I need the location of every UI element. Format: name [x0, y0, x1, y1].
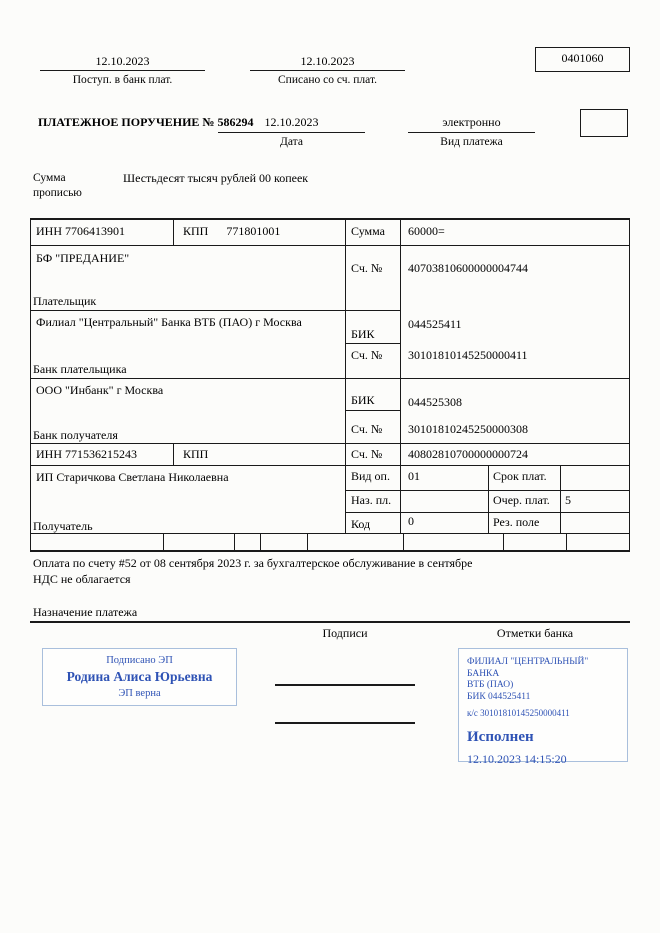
- e-signature-stamp: [42, 648, 237, 706]
- payer-bank-section-label: Банк плательщика: [33, 362, 127, 376]
- grid-hline: [345, 343, 400, 344]
- payee-inn: [36, 447, 137, 461]
- payee-inn-label: ИНН: [36, 447, 62, 461]
- bank-stamp-corr: к/с 30101810145250000411: [467, 708, 570, 718]
- payer-bank-corr-value: 30101810145250000411: [408, 348, 528, 362]
- e-signature-top: Подписано ЭП: [106, 655, 173, 666]
- grid-vline: [403, 533, 404, 550]
- payer-kpp-value: 771801001: [226, 224, 281, 238]
- bank-stamp-status: Исполнен: [467, 728, 534, 745]
- payee-bank-corr-value: 30101810245250000308: [408, 422, 528, 436]
- bank-stamp-bik: БИК 044525411: [467, 691, 531, 702]
- kod-value: 0: [408, 514, 414, 528]
- received-date-label: Поступ. в банк плат.: [72, 74, 173, 86]
- grid-hline: [275, 722, 415, 724]
- vid-op-label: Вид оп.: [351, 469, 390, 483]
- grid-hline: [30, 245, 630, 246]
- debited-date-label: Списано со сч. плат.: [278, 74, 377, 86]
- payee-bank-corr-label: Сч. №: [351, 422, 383, 436]
- purpose-line2: НДС не облагается: [33, 572, 131, 586]
- payee-bank-bik-value: 044525308: [408, 395, 462, 409]
- payee-bank-section-label: Банк получателя: [33, 428, 118, 442]
- vid-op-value: 01: [408, 469, 420, 483]
- bank-stamp-name-line2: ВТБ (ПАО): [467, 680, 514, 690]
- payer-account-label: Сч. №: [351, 261, 383, 275]
- grid-vline: [400, 218, 401, 533]
- rez-pole-label: Рез. поле: [493, 515, 540, 529]
- payer-kpp-label: КПП: [183, 224, 209, 238]
- purpose-section-label: Назначение платежа: [33, 605, 138, 619]
- payer-bank-bik-value: 044525411: [408, 317, 462, 331]
- payer-bank-bik-label: БИК: [351, 327, 375, 341]
- grid-vline: [173, 443, 174, 465]
- amount-in-words-label: Сумма прописью: [33, 172, 82, 199]
- payee-kpp: [183, 447, 226, 461]
- bank-stamp-name-line1: ФИЛИАЛ "ЦЕНТРАЛЬНЫЙ" БАНКА: [467, 657, 589, 679]
- payment-kind-label: Вид платежа: [440, 136, 503, 148]
- kod-label: Код: [351, 517, 371, 531]
- document-title: ПЛАТЕЖНОЕ ПОРУЧЕНИЕ № 586294: [38, 115, 254, 129]
- purpose-line1: Оплата по счету #52 от 08 сентября 2023 г. за бухгалтерское обслуживание в сентябре: [33, 556, 473, 570]
- srok-plat-label: Срок плат.: [493, 469, 547, 483]
- grid-vline: [234, 533, 235, 550]
- ocher-plat-value: 5: [565, 493, 571, 507]
- grid-hline: [40, 70, 205, 71]
- debited-date: 12.10.2023: [300, 54, 355, 68]
- payer-section-label: Плательщик: [33, 294, 97, 308]
- bank-stamp: [458, 648, 628, 766]
- grid-vline: [173, 218, 174, 245]
- grid-hline: [30, 465, 630, 466]
- form-code: 0401060: [561, 51, 604, 65]
- payee-bank-bik-label: БИК: [351, 393, 375, 407]
- grid-hline: [408, 132, 535, 133]
- grid-vline: [307, 533, 308, 550]
- payee-kpp-label: КПП: [183, 447, 209, 461]
- grid-hline: [30, 621, 630, 623]
- grid-hline: [30, 533, 630, 534]
- grid-hline: [30, 218, 630, 220]
- payee-bank-name: ООО "Инбанк" г Москва: [36, 383, 164, 397]
- grid-vline: [488, 465, 489, 533]
- grid-vline: [503, 533, 504, 550]
- document-date-label: Дата: [280, 136, 303, 148]
- bank-stamp-datetime: 12.10.2023 14:15:20: [467, 751, 567, 766]
- grid-vline: [629, 218, 630, 550]
- payer-inn-label: ИНН: [36, 224, 62, 238]
- payee-account-label: Сч. №: [351, 447, 383, 461]
- payer-bank-name: Филиал "Центральный" Банка ВТБ (ПАО) г Москва: [36, 315, 302, 329]
- payer-account-value: 40703810600000004744: [408, 261, 528, 275]
- grid-hline: [345, 410, 400, 411]
- payer-inn: [36, 224, 125, 238]
- payment-kind: электронно: [442, 115, 501, 129]
- e-signature-name: Родина Алиса Юрьевна: [66, 669, 213, 684]
- grid-hline: [30, 550, 630, 552]
- sum-value: 60000=: [408, 224, 445, 238]
- amount-in-words-value: Шестьдесят тысяч рублей 00 копеек: [123, 171, 309, 185]
- bank-marks-label: Отметки банка: [496, 626, 574, 640]
- document-date: 12.10.2023: [264, 115, 319, 129]
- grid-vline: [566, 533, 567, 550]
- grid-hline: [250, 70, 405, 71]
- sum-label: Сумма: [351, 224, 385, 238]
- grid-hline: [218, 132, 365, 133]
- ocher-plat-label: Очер. плат.: [493, 493, 550, 507]
- naz-pl-label: Наз. пл.: [351, 493, 392, 507]
- received-date: 12.10.2023: [95, 54, 150, 68]
- grid-vline: [345, 218, 346, 533]
- payee-inn-value: 771536215243: [65, 447, 137, 461]
- payer-kpp: [183, 224, 280, 238]
- payer-bank-corr-label: Сч. №: [351, 348, 383, 362]
- signatures-label: Подписи: [322, 626, 368, 640]
- grid-hline: [30, 443, 630, 444]
- payee-name: ИП Старичкова Светлана Николаевна: [36, 470, 229, 484]
- grid-hline: [30, 378, 630, 379]
- payer-name: БФ "ПРЕДАНИЕ": [36, 251, 130, 265]
- grid-vline: [260, 533, 261, 550]
- grid-vline: [560, 465, 561, 533]
- payee-account-value: 40802810700000000724: [408, 447, 528, 461]
- payer-inn-value: 7706413901: [65, 224, 125, 238]
- payee-section-label: Получатель: [33, 519, 93, 533]
- e-signature-bottom: ЭП верна: [118, 688, 161, 699]
- grid-vline: [163, 533, 164, 550]
- status-box: [580, 109, 628, 137]
- grid-hline: [275, 684, 415, 686]
- grid-vline: [30, 218, 31, 550]
